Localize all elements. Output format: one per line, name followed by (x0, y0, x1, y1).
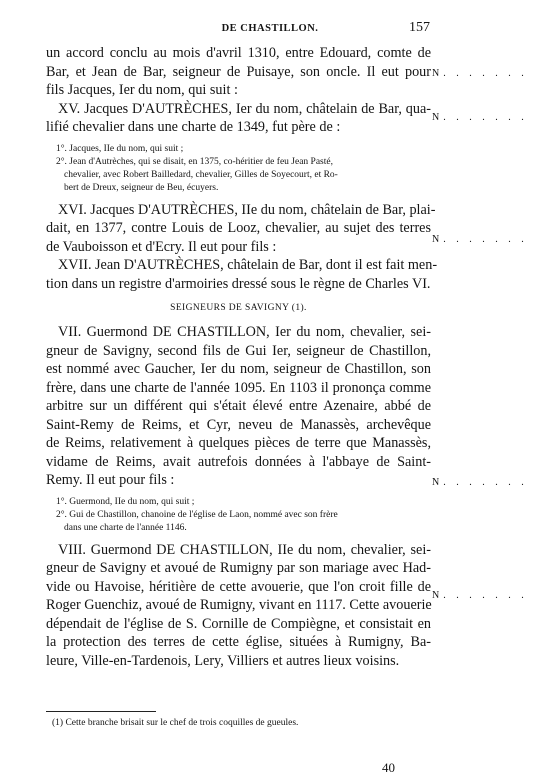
list-item: bert de Dreux, seigneur de Beu, écuyers. (64, 182, 219, 193)
running-title: DE CHASTILLON. (221, 23, 319, 34)
footnote: (1) Cette branche brisait sur le chef de trois coquilles de gueules. (52, 718, 299, 728)
list-item: dans une charte de l'année 1146. (64, 522, 187, 533)
page-number: 157 (409, 20, 430, 35)
text-line: Bar, et Jean de Bar, seigneur de Puisaye, son oncle. Il eut pour (46, 63, 431, 80)
text-line: XV. Jacques D'AUTRÈCHES, Ier du nom, châtelain de Bar, qua- (58, 100, 431, 117)
paragraph-vii (46, 323, 431, 490)
paragraph-xv (46, 100, 431, 137)
paragraph-xvi (46, 201, 436, 257)
list-item: 2°. Jean d'Autrèches, qui se disait, en 1375, co-héritier de feu Jean Pasté, (56, 156, 333, 167)
text-line: dait, en 1377, contre Louis de Looz, chevalier, au sujet des terres (46, 220, 431, 236)
list-item: chevalier, avec Robert Bailledard, chevalier, Gilles de Soyecourt, et Ro- (64, 169, 338, 180)
text-line: leure, Ville-en-Tardenois, Lery, Villiers et autres lieux voisins. (46, 652, 400, 669)
section-heading-savigny: SEIGNEURS DE SAVIGNY (1). (170, 303, 307, 313)
text-line: VII. Guermond DE CHASTILLON, Ier du nom, chevalier, sei- (58, 324, 431, 340)
children-list-xv (46, 143, 431, 195)
text-line: de Reims, relativement à quelques pièces de terre que Manassès, (46, 435, 431, 451)
text-line: gneur de Savigny et avoué de Rumigny par son mariage avec Had- (46, 560, 431, 576)
text-line: gneur de Savigny, second fils de Gui Ier, seigneur de Chastillon, (46, 342, 431, 359)
margin-note: N. . . . . . . (432, 477, 528, 488)
text-line: XVI. Jacques D'AUTRÈCHES, IIe du nom, châtelain de Bar, plai- (58, 201, 436, 218)
text-line: tion dans un registre d'armoiries dressé sous le règne de Charles VI. (46, 275, 431, 292)
margin-note: N. . . . . . . (432, 234, 528, 245)
text-line: un accord conclu au mois d'avril 1310, entre Edouard, comte de (46, 45, 431, 61)
text-line: dépendait de l'église de S. Cornille de Compiègne, et consistait en (46, 615, 431, 632)
text-line: VIII. Guermond DE CHASTILLON, IIe du nom, chevalier, sei- (58, 541, 431, 558)
text-line: Saint-Remy de Reims, et Cyr, neveu de Manassès, archevêque (46, 416, 431, 433)
text-line: XVII. Jean D'AUTRÈCHES, châtelain de Bar, dont il est fait men- (58, 257, 438, 273)
main-text (46, 44, 438, 670)
text-line: est nommé avec Gaucher, Ier du nom, seigneur de Chastillon, son (46, 361, 431, 377)
text-line: fils Jacques, Ier du nom, qui suit : (46, 82, 238, 98)
text-line: frère, dans une charte de l'année 1095. En 1103 il prononça comme (46, 379, 431, 396)
text-line: Roger Guenchiz, avoué de Rumigny, vivant en 1117. Cette avouerie (46, 597, 432, 613)
signature-mark: 40 (382, 760, 395, 775)
margin-note: N. . . . . . . (432, 68, 528, 79)
text-line: lifié chevalier dans une charte de 1349, fut père de : (46, 119, 341, 135)
margin-note: N. . . . . . . (432, 112, 528, 123)
list-item: 1°. Guermond, IIe du nom, qui suit ; (56, 496, 195, 507)
text-line: de Vauboisson et d'Ecry. Il eut pour fils : (46, 238, 277, 255)
list-item: 2°. Gui de Chastillon, chanoine de l'église de Laon, nommé avec son frère (56, 509, 338, 520)
text-line: vidame de Reims, avait autrefois données à l'abbaye de Saint- (46, 453, 431, 470)
margin-note: N. . . . . . . (432, 590, 528, 601)
paragraph-xvii (46, 256, 438, 293)
children-list-vii (46, 496, 431, 535)
paragraph-continuation (46, 44, 431, 100)
text-line: vide ou Havoise, héritière de cette avouerie, que l'on croit fille de (46, 578, 431, 595)
text-line: arbitre sur un différent qui s'était élevé entre Azenaire, abbé de (46, 398, 431, 414)
paragraph-viii (46, 541, 431, 671)
text-line: la protection des terres de cette église, situées à Rumigny, Ba- (46, 634, 431, 650)
page-header (0, 20, 534, 38)
list-item: 1°. Jacques, IIe du nom, qui suit ; (56, 143, 184, 154)
footnote-divider (46, 711, 156, 712)
text-line: Remy. Il eut pour fils : (46, 472, 175, 488)
